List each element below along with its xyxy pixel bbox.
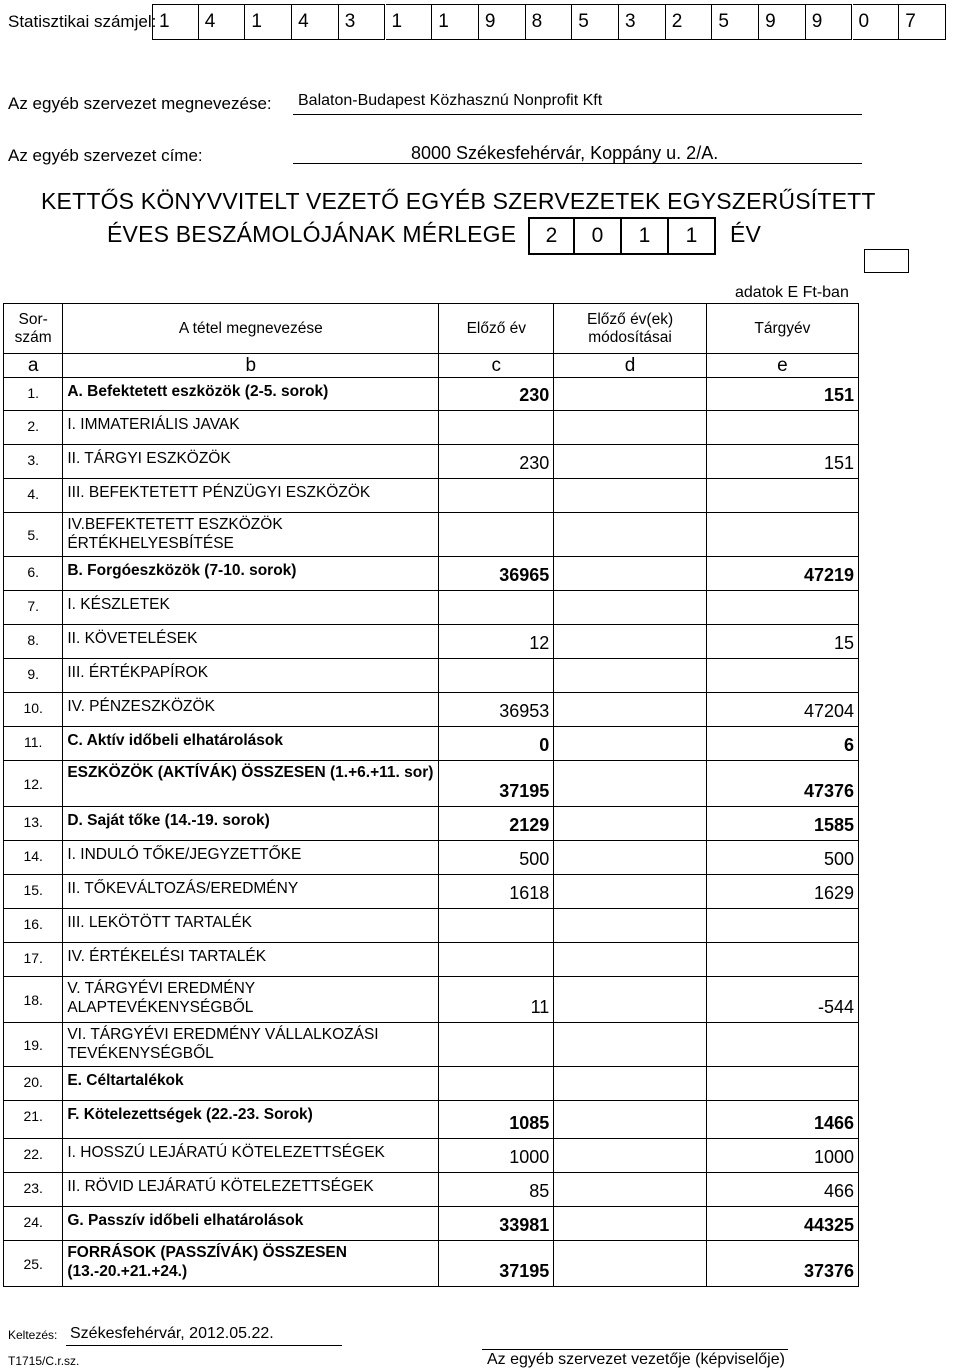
stat-digit: 1	[386, 4, 433, 40]
row-modification	[554, 761, 707, 807]
row-current-year: -544	[706, 977, 858, 1023]
year-digit: 0	[575, 217, 622, 255]
table-header-row	[4, 304, 859, 354]
row-item-name: II. KÖVETELÉSEK	[63, 625, 439, 659]
report-title-line1: KETTŐS KÖNYVVITELT VEZETŐ EGYÉB SZERVEZETEK EGYSZERŰSÍTETT	[41, 188, 876, 214]
table-row	[4, 591, 859, 625]
row-item-name: B. Forgóeszközök (7-10. sorok)	[63, 557, 439, 591]
stat-digit: 8	[526, 4, 573, 40]
row-previous-year: 12	[439, 625, 554, 659]
row-item-name: V. TÁRGYÉVI EREDMÉNY ALAPTEVÉKENYSÉGBŐL	[63, 977, 439, 1023]
org-name-value: Balaton-Budapest Közhasznú Nonprofit Kft	[298, 92, 603, 109]
row-modification	[554, 659, 707, 693]
row-current-year: 1000	[706, 1139, 858, 1173]
row-number: 25.	[4, 1241, 63, 1287]
row-current-year	[706, 659, 858, 693]
row-modification	[554, 909, 707, 943]
row-item-name: E. Céltartalékok	[63, 1067, 439, 1101]
table-row	[4, 727, 859, 761]
row-previous-year	[439, 943, 554, 977]
table-row	[4, 659, 859, 693]
row-number: 12.	[4, 761, 63, 807]
row-previous-year: 2129	[439, 807, 554, 841]
row-modification	[554, 841, 707, 875]
table-row	[4, 625, 859, 659]
row-current-year: 151	[706, 445, 858, 479]
row-number: 9.	[4, 659, 63, 693]
row-modification	[554, 1101, 707, 1139]
stat-digit: 0	[853, 4, 900, 40]
letter-b: b	[63, 354, 439, 378]
row-modification	[554, 1023, 707, 1067]
row-previous-year: 500	[439, 841, 554, 875]
stat-digit: 4	[199, 4, 246, 40]
header-modifications-text: Előző év(ek) módosításai	[586, 310, 674, 346]
row-modification	[554, 807, 707, 841]
row-previous-year: 33981	[439, 1207, 554, 1241]
row-item-name: D. Saját tőke (14.-19. sorok)	[63, 807, 439, 841]
header-item-name: A tétel megnevezése	[63, 304, 439, 354]
table-row	[4, 909, 859, 943]
header-modifications	[554, 304, 707, 354]
row-modification	[554, 1241, 707, 1287]
row-modification	[554, 1139, 707, 1173]
table-row	[4, 693, 859, 727]
row-previous-year	[439, 909, 554, 943]
row-previous-year	[439, 1023, 554, 1067]
row-current-year	[706, 591, 858, 625]
balance-sheet-table	[3, 303, 859, 1287]
row-previous-year: 1618	[439, 875, 554, 909]
stat-digit: 9	[759, 4, 806, 40]
table-row	[4, 1139, 859, 1173]
row-current-year: 1585	[706, 807, 858, 841]
year-digit: 1	[669, 217, 716, 255]
row-modification	[554, 1173, 707, 1207]
table-row	[4, 378, 859, 411]
stat-digit: 3	[339, 4, 386, 40]
row-number: 10.	[4, 693, 63, 727]
row-number: 16.	[4, 909, 63, 943]
table-row	[4, 1101, 859, 1139]
row-number: 15.	[4, 875, 63, 909]
row-previous-year: 36965	[439, 557, 554, 591]
row-previous-year: 85	[439, 1173, 554, 1207]
row-modification	[554, 445, 707, 479]
row-number: 7.	[4, 591, 63, 625]
table-row	[4, 761, 859, 807]
org-address-value: 8000 Székesfehérvár, Koppány u. 2/A.	[411, 143, 719, 163]
letter-c: c	[439, 354, 554, 378]
row-modification	[554, 943, 707, 977]
form-code: T1715/C.r.sz.	[8, 1354, 80, 1368]
table-row	[4, 445, 859, 479]
row-current-year: 1629	[706, 875, 858, 909]
row-modification	[554, 591, 707, 625]
row-number: 22.	[4, 1139, 63, 1173]
row-current-year	[706, 479, 858, 513]
date-value: Székesfehérvár, 2012.05.22.	[70, 1325, 274, 1342]
row-current-year	[706, 1067, 858, 1101]
row-current-year: 47204	[706, 693, 858, 727]
row-item-name: IV. PÉNZESZKÖZÖK	[63, 693, 439, 727]
row-previous-year: 230	[439, 378, 554, 411]
row-item-name: II. TÁRGYI ESZKÖZÖK	[63, 445, 439, 479]
header-current-year: Tárgyév	[706, 304, 858, 354]
row-number: 5.	[4, 513, 63, 557]
row-item-name: II. TŐKEVÁLTOZÁS/EREDMÉNY	[63, 875, 439, 909]
table-letter-row	[4, 354, 859, 378]
row-number: 19.	[4, 1023, 63, 1067]
org-name-underline	[293, 114, 862, 115]
row-number: 1.	[4, 378, 63, 411]
row-item-name: F. Kötelezettségek (22.-23. Sorok)	[63, 1101, 439, 1139]
row-current-year: 466	[706, 1173, 858, 1207]
signature-label: Az egyéb szervezet vezetője (képviselője)	[487, 1351, 785, 1368]
row-item-name: VI. TÁRGYÉVI EREDMÉNY VÁLLALKOZÁSI TEVÉKENYSÉGBŐL	[63, 1023, 439, 1067]
row-number: 21.	[4, 1101, 63, 1139]
org-name-label: Az egyéb szervezet megnevezése:	[8, 94, 272, 113]
row-modification	[554, 727, 707, 761]
unit-note: adatok E Ft-ban	[735, 284, 849, 301]
stat-digit: 5	[572, 4, 619, 40]
row-previous-year	[439, 591, 554, 625]
row-item-name: III. BEFEKTETETT PÉNZÜGYI ESZKÖZÖK	[63, 479, 439, 513]
row-modification	[554, 625, 707, 659]
letter-a: a	[4, 354, 63, 378]
row-number: 8.	[4, 625, 63, 659]
stat-number-label: Statisztikai számjel:	[8, 12, 157, 31]
row-number: 11.	[4, 727, 63, 761]
row-current-year: 47376	[706, 761, 858, 807]
row-item-name: I. HOSSZÚ LEJÁRATÚ KÖTELEZETTSÉGEK	[63, 1139, 439, 1173]
row-current-year: 37376	[706, 1241, 858, 1287]
org-address-label: Az egyéb szervezet címe:	[8, 146, 203, 165]
row-modification	[554, 513, 707, 557]
row-number: 13.	[4, 807, 63, 841]
row-current-year: 44325	[706, 1207, 858, 1241]
stat-digit: 4	[292, 4, 339, 40]
row-current-year: 15	[706, 625, 858, 659]
row-item-name: IV.BEFEKTETETT ESZKÖZÖK ÉRTÉKHELYESBÍTÉSE	[63, 513, 439, 557]
header-row-number	[4, 304, 63, 354]
row-item-name: II. RÖVID LEJÁRATÚ KÖTELEZETTSÉGEK	[63, 1173, 439, 1207]
row-item-name: III. LEKÖTÖTT TARTALÉK	[63, 909, 439, 943]
stat-digit: 3	[619, 4, 666, 40]
row-current-year	[706, 411, 858, 445]
row-item-name: C. Aktív időbeli elhatárolások	[63, 727, 439, 761]
row-modification	[554, 411, 707, 445]
row-number: 20.	[4, 1067, 63, 1101]
row-previous-year	[439, 411, 554, 445]
row-number: 6.	[4, 557, 63, 591]
row-number: 2.	[4, 411, 63, 445]
row-item-name: IV. ÉRTÉKELÉSI TARTALÉK	[63, 943, 439, 977]
table-row	[4, 1241, 859, 1287]
row-previous-year: 37195	[439, 761, 554, 807]
row-previous-year: 36953	[439, 693, 554, 727]
row-current-year: 151	[706, 378, 858, 411]
row-item-name: FORRÁSOK (PASSZÍVÁK) ÖSSZESEN (13.-20.+21.+24.)	[63, 1241, 439, 1287]
row-modification	[554, 479, 707, 513]
report-title-line2: ÉVES BESZÁMOLÓJÁNAK MÉRLEGE	[107, 221, 517, 247]
row-number: 23.	[4, 1173, 63, 1207]
stat-digit: 1	[432, 4, 479, 40]
row-modification	[554, 693, 707, 727]
stat-digit: 5	[712, 4, 759, 40]
date-label: Keltezés:	[8, 1328, 58, 1342]
row-previous-year	[439, 513, 554, 557]
row-number: 17.	[4, 943, 63, 977]
row-modification	[554, 1067, 707, 1101]
row-item-name: I. IMMATERIÁLIS JAVAK	[63, 411, 439, 445]
row-modification	[554, 977, 707, 1023]
row-previous-year: 11	[439, 977, 554, 1023]
row-current-year: 500	[706, 841, 858, 875]
small-empty-box	[864, 249, 909, 273]
row-previous-year: 37195	[439, 1241, 554, 1287]
row-number: 18.	[4, 977, 63, 1023]
row-current-year	[706, 943, 858, 977]
row-modification	[554, 875, 707, 909]
table-row	[4, 1173, 859, 1207]
table-row	[4, 1023, 859, 1067]
signature-line	[482, 1349, 788, 1350]
table-row	[4, 875, 859, 909]
row-number: 3.	[4, 445, 63, 479]
row-item-name: I. INDULÓ TŐKE/JEGYZETTŐKE	[63, 841, 439, 875]
row-modification	[554, 1207, 707, 1241]
row-item-name: G. Passzív időbeli elhatárolások	[63, 1207, 439, 1241]
table-row	[4, 513, 859, 557]
header-row-number-text: Sor- szám	[14, 310, 52, 346]
row-item-name: ESZKÖZÖK (AKTÍVÁK) ÖSSZESEN (1.+6.+11. sor)	[63, 761, 439, 807]
row-modification	[554, 378, 707, 411]
table-row	[4, 1067, 859, 1101]
table-row	[4, 1207, 859, 1241]
row-previous-year: 1085	[439, 1101, 554, 1139]
row-current-year	[706, 513, 858, 557]
row-previous-year	[439, 479, 554, 513]
stat-digit: 9	[806, 4, 853, 40]
table-row	[4, 943, 859, 977]
table-row	[4, 411, 859, 445]
stat-digit: 1	[245, 4, 292, 40]
header-previous-year: Előző év	[439, 304, 554, 354]
stat-digit: 2	[666, 4, 713, 40]
row-current-year: 1466	[706, 1101, 858, 1139]
row-number: 24.	[4, 1207, 63, 1241]
table-row	[4, 557, 859, 591]
table-row	[4, 807, 859, 841]
year-digit: 2	[528, 217, 575, 255]
row-modification	[554, 557, 707, 591]
row-previous-year	[439, 659, 554, 693]
row-number: 14.	[4, 841, 63, 875]
letter-e: e	[706, 354, 858, 378]
date-underline	[66, 1345, 342, 1346]
stat-digit: 7	[899, 4, 946, 40]
row-previous-year	[439, 1067, 554, 1101]
table-row	[4, 479, 859, 513]
row-previous-year: 0	[439, 727, 554, 761]
year-digit: 1	[622, 217, 669, 255]
row-item-name: III. ÉRTÉKPAPÍROK	[63, 659, 439, 693]
row-previous-year: 230	[439, 445, 554, 479]
row-current-year	[706, 1023, 858, 1067]
org-address-underline	[293, 163, 862, 164]
stat-digit: 9	[479, 4, 526, 40]
stat-digit: 1	[152, 4, 199, 40]
row-current-year: 6	[706, 727, 858, 761]
row-number: 4.	[4, 479, 63, 513]
row-current-year: 47219	[706, 557, 858, 591]
row-item-name: A. Befektetett eszközök (2-5. sorok)	[63, 378, 439, 411]
row-current-year	[706, 909, 858, 943]
row-item-name: I. KÉSZLETEK	[63, 591, 439, 625]
table-row	[4, 841, 859, 875]
year-suffix: ÉV	[730, 221, 762, 247]
table-row	[4, 977, 859, 1023]
row-previous-year: 1000	[439, 1139, 554, 1173]
letter-d: d	[554, 354, 707, 378]
